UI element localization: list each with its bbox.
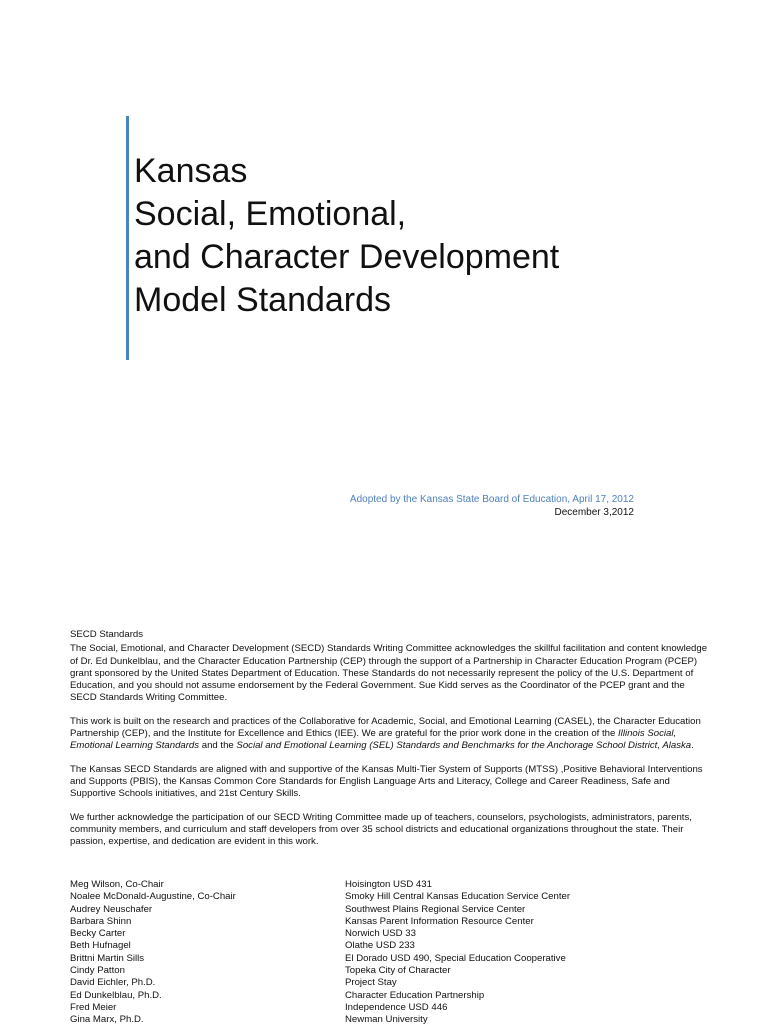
committee-row: [70, 916, 710, 928]
committee-row: [70, 965, 710, 977]
member-name: Fred Meier: [70, 1001, 117, 1013]
member-name: Beth Hufnagel: [70, 940, 131, 952]
member-organization: Olathe USD 233: [345, 940, 415, 952]
adoption-note: Adopted by the Kansas State Board of Education, April 17, 2012: [349, 494, 634, 505]
paragraph-2-start: This work is built on the research and practices of the Collaborative for Academic, Social, and Emotional Learning (CASEL), the Character Education Partnership (CEP), and the Institute for Excellence and Ethics (IEE). We are grateful for the prior work done in the creation of the: [70, 715, 701, 740]
document-title: [134, 150, 559, 322]
member-organization: Project Stay: [345, 977, 397, 989]
committee-row: [70, 879, 710, 891]
paragraph-1: The Social, Emotional, and Character Development (SECD) Standards Writing Committee acknowledges the skillful facilitation and content knowledge of Dr. Ed Dunkelblau, and the Character Education Partnership (CEP) through the support of a Partnership in Character Education Program (PCEP) grant sponsored by the United States Department of Education. These Standards do not necessarily represent the policy of the U.S. Department of Education, and you should not assume endorsement by the Federal Government. Sue Kidd serves as the Coordinator of the PCEP grant and the SECD Standards Writing Committee.: [70, 643, 708, 704]
document-date: December 3,2012: [554, 507, 634, 518]
paragraph-2-illinois-title: Illinois Social, Emotional Learning Standards: [70, 728, 677, 752]
committee-row: [70, 953, 710, 965]
paragraph-2-end: .: [691, 740, 694, 752]
title-line-4: Model Standards: [134, 281, 392, 319]
committee-row: [70, 1002, 710, 1014]
member-name: Audrey Neuschafer: [70, 903, 153, 915]
committee-row: [70, 940, 710, 952]
title-accent-bar: [126, 116, 129, 360]
committee-list: [70, 879, 710, 1027]
member-organization: Character Education Partnership: [345, 989, 485, 1001]
member-organization: Smoky Hill Central Kansas Education Service Center: [345, 891, 571, 903]
member-organization: Southwest Plains Regional Service Center: [345, 903, 526, 915]
member-name: David Eichler, Ph.D.: [70, 977, 156, 989]
title-line-2: Social, Emotional,: [134, 195, 407, 233]
committee-row: [70, 1014, 710, 1026]
member-organization: Independence USD 446: [345, 1001, 448, 1013]
paragraph-3: The Kansas SECD Standards are aligned with and supportive of the Kansas Multi-Tier System of Supports (MTSS) ,Positive Behavioral Interventions and Supports (PBIS), the Kansas Common Core Standards for English Language Arts and Literacy, College and Career Readiness, Safe and Supportive Schools initiatives, and 21st Century Skills.: [70, 763, 703, 800]
member-organization: Newman University: [345, 1014, 428, 1026]
member-name: Cindy Patton: [70, 965, 125, 977]
member-name: Brittni Martin Sills: [70, 952, 145, 964]
member-name: Ed Dunkelblau, Ph.D.: [70, 989, 162, 1001]
paragraph-2-mid: and the: [199, 740, 237, 752]
paragraph-4: We further acknowledge the participation of our SECD Writing Committee made up of teachers, counselors, psychologists, administrators, parents, community members, and curriculum and staff developers from over 35 school districts and educational organizations throughout the state. Their passion, expertise, and dedication are evident in this work.: [70, 811, 692, 848]
paragraph-2: [70, 716, 710, 753]
member-organization: Topeka City of Character: [345, 965, 451, 977]
member-organization: Norwich USD 33: [345, 928, 416, 940]
member-organization: Kansas Parent Information Resource Center: [345, 915, 534, 927]
committee-row: [70, 928, 710, 940]
member-name: Barbara Shinn: [70, 915, 132, 927]
member-name: Meg Wilson, Co-Chair: [70, 879, 164, 890]
member-organization: Hoisington USD 431: [345, 879, 432, 890]
committee-row: [70, 990, 710, 1002]
member-organization: El Dorado USD 490, Special Education Cooperative: [345, 952, 566, 964]
section-label: SECD Standards: [70, 629, 144, 640]
paragraph-2-anchorage-title: Social and Emotional Learning (SEL) Standards and Benchmarks for the Anchorage School District, Alaska: [236, 740, 692, 752]
committee-row: [70, 904, 710, 916]
committee-row: [70, 977, 710, 989]
member-name: Becky Carter: [70, 928, 126, 940]
title-line-1: Kansas: [134, 152, 248, 190]
title-line-3: and Character Development: [134, 238, 560, 276]
acknowledgements-section: [70, 629, 710, 859]
committee-row: [70, 891, 710, 903]
member-name: Noalee McDonald-Augustine, Co-Chair: [70, 891, 236, 903]
member-name: Gina Marx, Ph.D.: [70, 1014, 144, 1026]
